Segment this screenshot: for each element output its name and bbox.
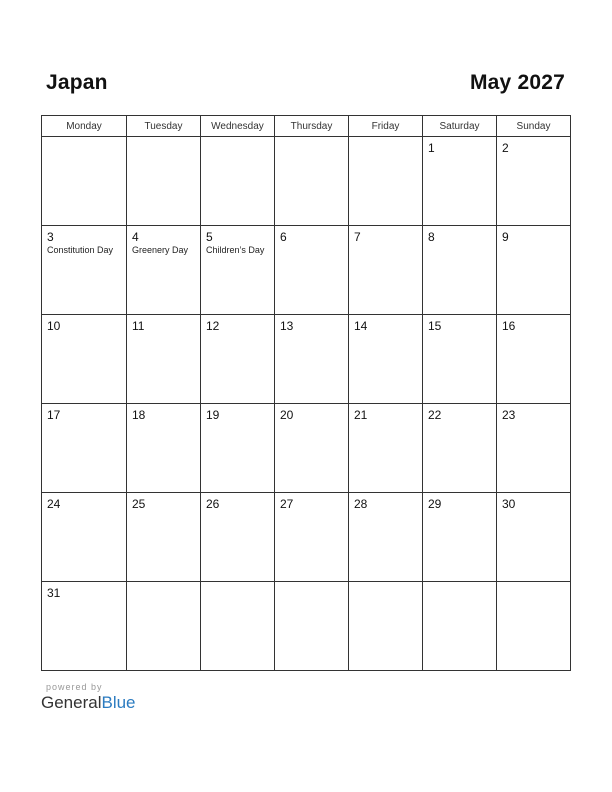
day-number: 20 — [280, 408, 294, 422]
weekday-header: Wednesday — [201, 116, 275, 137]
day-cell — [201, 315, 275, 404]
day-cell — [127, 226, 201, 315]
day-number: 9 — [502, 230, 509, 244]
day-number: 2 — [502, 141, 509, 155]
calendar-grid — [41, 115, 571, 671]
day-number: 8 — [428, 230, 435, 244]
day-number: 1 — [428, 141, 435, 155]
week-row — [42, 404, 571, 493]
week-row — [42, 226, 571, 315]
day-number: 3 — [47, 230, 54, 244]
weekday-header: Friday — [349, 116, 423, 137]
day-number: 18 — [132, 408, 146, 422]
day-cell — [423, 582, 497, 671]
day-number: 23 — [502, 408, 516, 422]
weekday-header: Saturday — [423, 116, 497, 137]
day-cell — [349, 315, 423, 404]
day-cell — [201, 226, 275, 315]
day-number: 24 — [47, 497, 61, 511]
day-cell — [423, 226, 497, 315]
day-number: 11 — [132, 319, 145, 333]
day-number: 26 — [206, 497, 220, 511]
day-cell — [275, 315, 349, 404]
day-cell — [349, 404, 423, 493]
weekday-header: Thursday — [275, 116, 349, 137]
week-row — [42, 137, 571, 226]
brand-blue-text: Blue — [101, 693, 136, 712]
day-number: 10 — [47, 319, 61, 333]
month-year-title: May 2027 — [469, 71, 565, 94]
day-cell — [497, 582, 571, 671]
day-cell — [42, 315, 127, 404]
day-number: 30 — [502, 497, 516, 511]
day-cell — [497, 404, 571, 493]
day-cell — [201, 582, 275, 671]
powered-by-label: powered by — [46, 682, 103, 692]
day-cell — [127, 493, 201, 582]
day-cell — [42, 582, 127, 671]
day-cell — [275, 404, 349, 493]
week-row — [42, 493, 571, 582]
day-cell — [497, 315, 571, 404]
day-cell — [423, 404, 497, 493]
day-number: 13 — [280, 319, 294, 333]
day-number: 4 — [132, 230, 139, 244]
day-number: 29 — [428, 497, 442, 511]
day-cell — [275, 137, 349, 226]
day-cell — [42, 404, 127, 493]
day-cell — [349, 226, 423, 315]
day-cell — [423, 493, 497, 582]
weekday-header-row — [42, 116, 571, 137]
day-cell — [349, 493, 423, 582]
day-number: 14 — [354, 319, 368, 333]
day-number: 7 — [354, 230, 361, 244]
day-cell — [201, 137, 275, 226]
holiday-label: Greenery Day — [132, 245, 189, 255]
day-number: 6 — [280, 230, 287, 244]
day-cell — [127, 582, 201, 671]
day-cell — [497, 137, 571, 226]
day-number: 22 — [428, 408, 442, 422]
day-cell — [42, 226, 127, 315]
brand-general-text: General — [41, 693, 102, 712]
day-cell — [127, 137, 201, 226]
week-row — [42, 582, 571, 671]
day-cell — [127, 404, 201, 493]
day-cell — [275, 582, 349, 671]
day-cell — [201, 493, 275, 582]
day-cell — [423, 315, 497, 404]
day-number: 31 — [47, 586, 61, 600]
day-cell — [349, 582, 423, 671]
day-number: 16 — [502, 319, 516, 333]
weekday-header: Monday — [42, 116, 127, 137]
day-number: 25 — [132, 497, 146, 511]
brand-logo[interactable] — [41, 693, 136, 713]
day-number: 5 — [206, 230, 213, 244]
day-cell — [275, 226, 349, 315]
day-cell — [349, 137, 423, 226]
day-number: 15 — [428, 319, 442, 333]
weekday-header: Sunday — [497, 116, 571, 137]
day-cell — [423, 137, 497, 226]
country-title: Japan — [46, 71, 108, 94]
day-cell — [497, 226, 571, 315]
day-number: 17 — [47, 408, 61, 422]
day-number: 19 — [206, 408, 220, 422]
day-number: 27 — [280, 497, 294, 511]
holiday-label: Children’s Day — [206, 245, 265, 255]
day-cell — [127, 315, 201, 404]
day-cell — [42, 137, 127, 226]
day-number: 12 — [206, 319, 220, 333]
day-cell — [201, 404, 275, 493]
weekday-header: Tuesday — [127, 116, 201, 137]
week-row — [42, 315, 571, 404]
day-cell — [497, 493, 571, 582]
day-number: 28 — [354, 497, 368, 511]
holiday-label: Constitution Day — [47, 245, 114, 255]
day-cell — [275, 493, 349, 582]
day-cell — [42, 493, 127, 582]
day-number: 21 — [354, 408, 368, 422]
